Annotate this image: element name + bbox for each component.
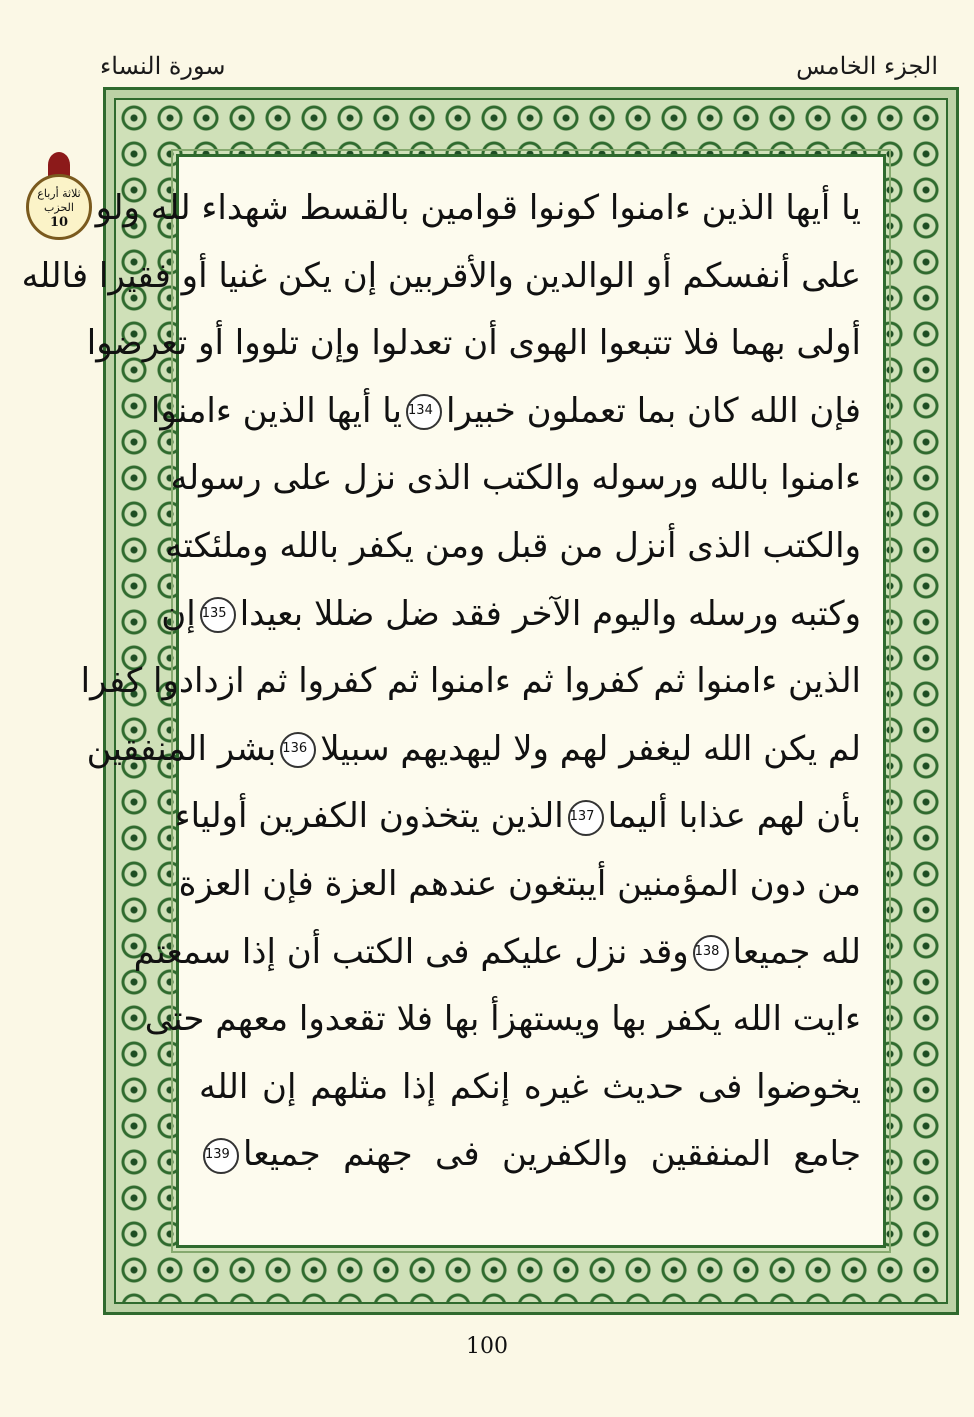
verse-line <box>150 378 861 446</box>
verse-text: ءامنوا بالله ورسوله والكتب الذى نزل على رسوله <box>170 458 861 499</box>
verse-text-continued: إن <box>161 593 196 634</box>
verse-text: لم يكن الله ليغفر لهم ولا ليهديهم سبيلا <box>320 728 861 769</box>
verse-line <box>170 445 861 513</box>
hizb-marker <box>22 150 96 254</box>
verse-text: يخوضوا فى حديث غيره إنكم إذا مثلهم إن الله <box>199 1066 861 1107</box>
verse-line <box>161 581 861 649</box>
ayah-number-marker: 138 <box>693 935 729 971</box>
verse-line <box>86 310 861 378</box>
verse-line <box>21 243 861 311</box>
verse-text: لله جميعا <box>732 931 861 972</box>
verse-line <box>178 851 861 919</box>
verse-text-continued: يا أيها الذين ءامنوا <box>150 390 403 431</box>
verse-text: من دون المؤمنين أيبتغون عندهم العزة فإن العزة <box>178 863 861 904</box>
verse-text: بأن لهم عذابا أليما <box>607 796 861 837</box>
ayah-number-marker: 135 <box>200 597 236 633</box>
verse-text: جامع المنفقين والكفرين فى جهنم جميعا <box>243 1134 861 1175</box>
surah-title: سورة النساء <box>100 52 226 80</box>
verse-line <box>199 1121 861 1189</box>
verse-line <box>165 513 861 581</box>
verse-text: أولى بهما فلا تتبعوا الهوى أن تعدلوا وإن تلووا أو تعرضوا <box>86 323 861 364</box>
verse-text: وكتبه ورسله واليوم الآخر فقد ضل ضللا بعيدا <box>239 593 861 634</box>
verse-text: الذين ءامنوا ثم كفروا ثم ءامنوا ثم كفروا ثم ازدادوا كفرا <box>80 661 861 702</box>
verse-text: على أنفسكم أو الوالدين والأقربين إن يكن غنيا أو فقيرا فالله <box>21 255 861 296</box>
verse-text-continued: بشر المنفقين <box>86 728 277 769</box>
verse-line <box>86 716 861 784</box>
verse-line <box>174 783 861 851</box>
verse-line <box>95 175 861 243</box>
verse-text-continued: وقد نزل عليكم فى الكتب أن إذا سمعتم <box>133 931 689 972</box>
verse-text: والكتب الذى أنزل من قبل ومن يكفر بالله وملئكته <box>165 525 861 566</box>
verse-line <box>144 986 861 1054</box>
hizb-label: ثلاثة أرباع الحزب <box>37 187 81 214</box>
ayah-number-marker: 137 <box>568 800 604 836</box>
page-number: 100 <box>466 1334 508 1359</box>
ayah-number-marker: 139 <box>203 1138 239 1174</box>
verse-line <box>80 648 861 716</box>
ayah-number-marker: 136 <box>280 732 316 768</box>
ayah-number-marker: 134 <box>406 394 442 430</box>
juz-title: الجزء الخامس <box>796 52 938 80</box>
verse-text: يا أيها الذين ءامنوا كونوا قوامين بالقسط شهداء لله ولو <box>95 188 861 228</box>
hizb-circle <box>26 174 92 240</box>
verse-line <box>133 919 861 987</box>
verse-text-continued: الذين يتخذون الكفرين أولياء <box>174 796 564 837</box>
hizb-number: 10 <box>49 215 69 230</box>
verse-text: ءايت الله يكفر بها ويستهزأ بها فلا تقعدوا معهم حتى <box>144 999 861 1040</box>
verse-text: فإن الله كان بما تعملون خبيرا <box>446 390 861 431</box>
verse-line <box>199 1054 861 1122</box>
